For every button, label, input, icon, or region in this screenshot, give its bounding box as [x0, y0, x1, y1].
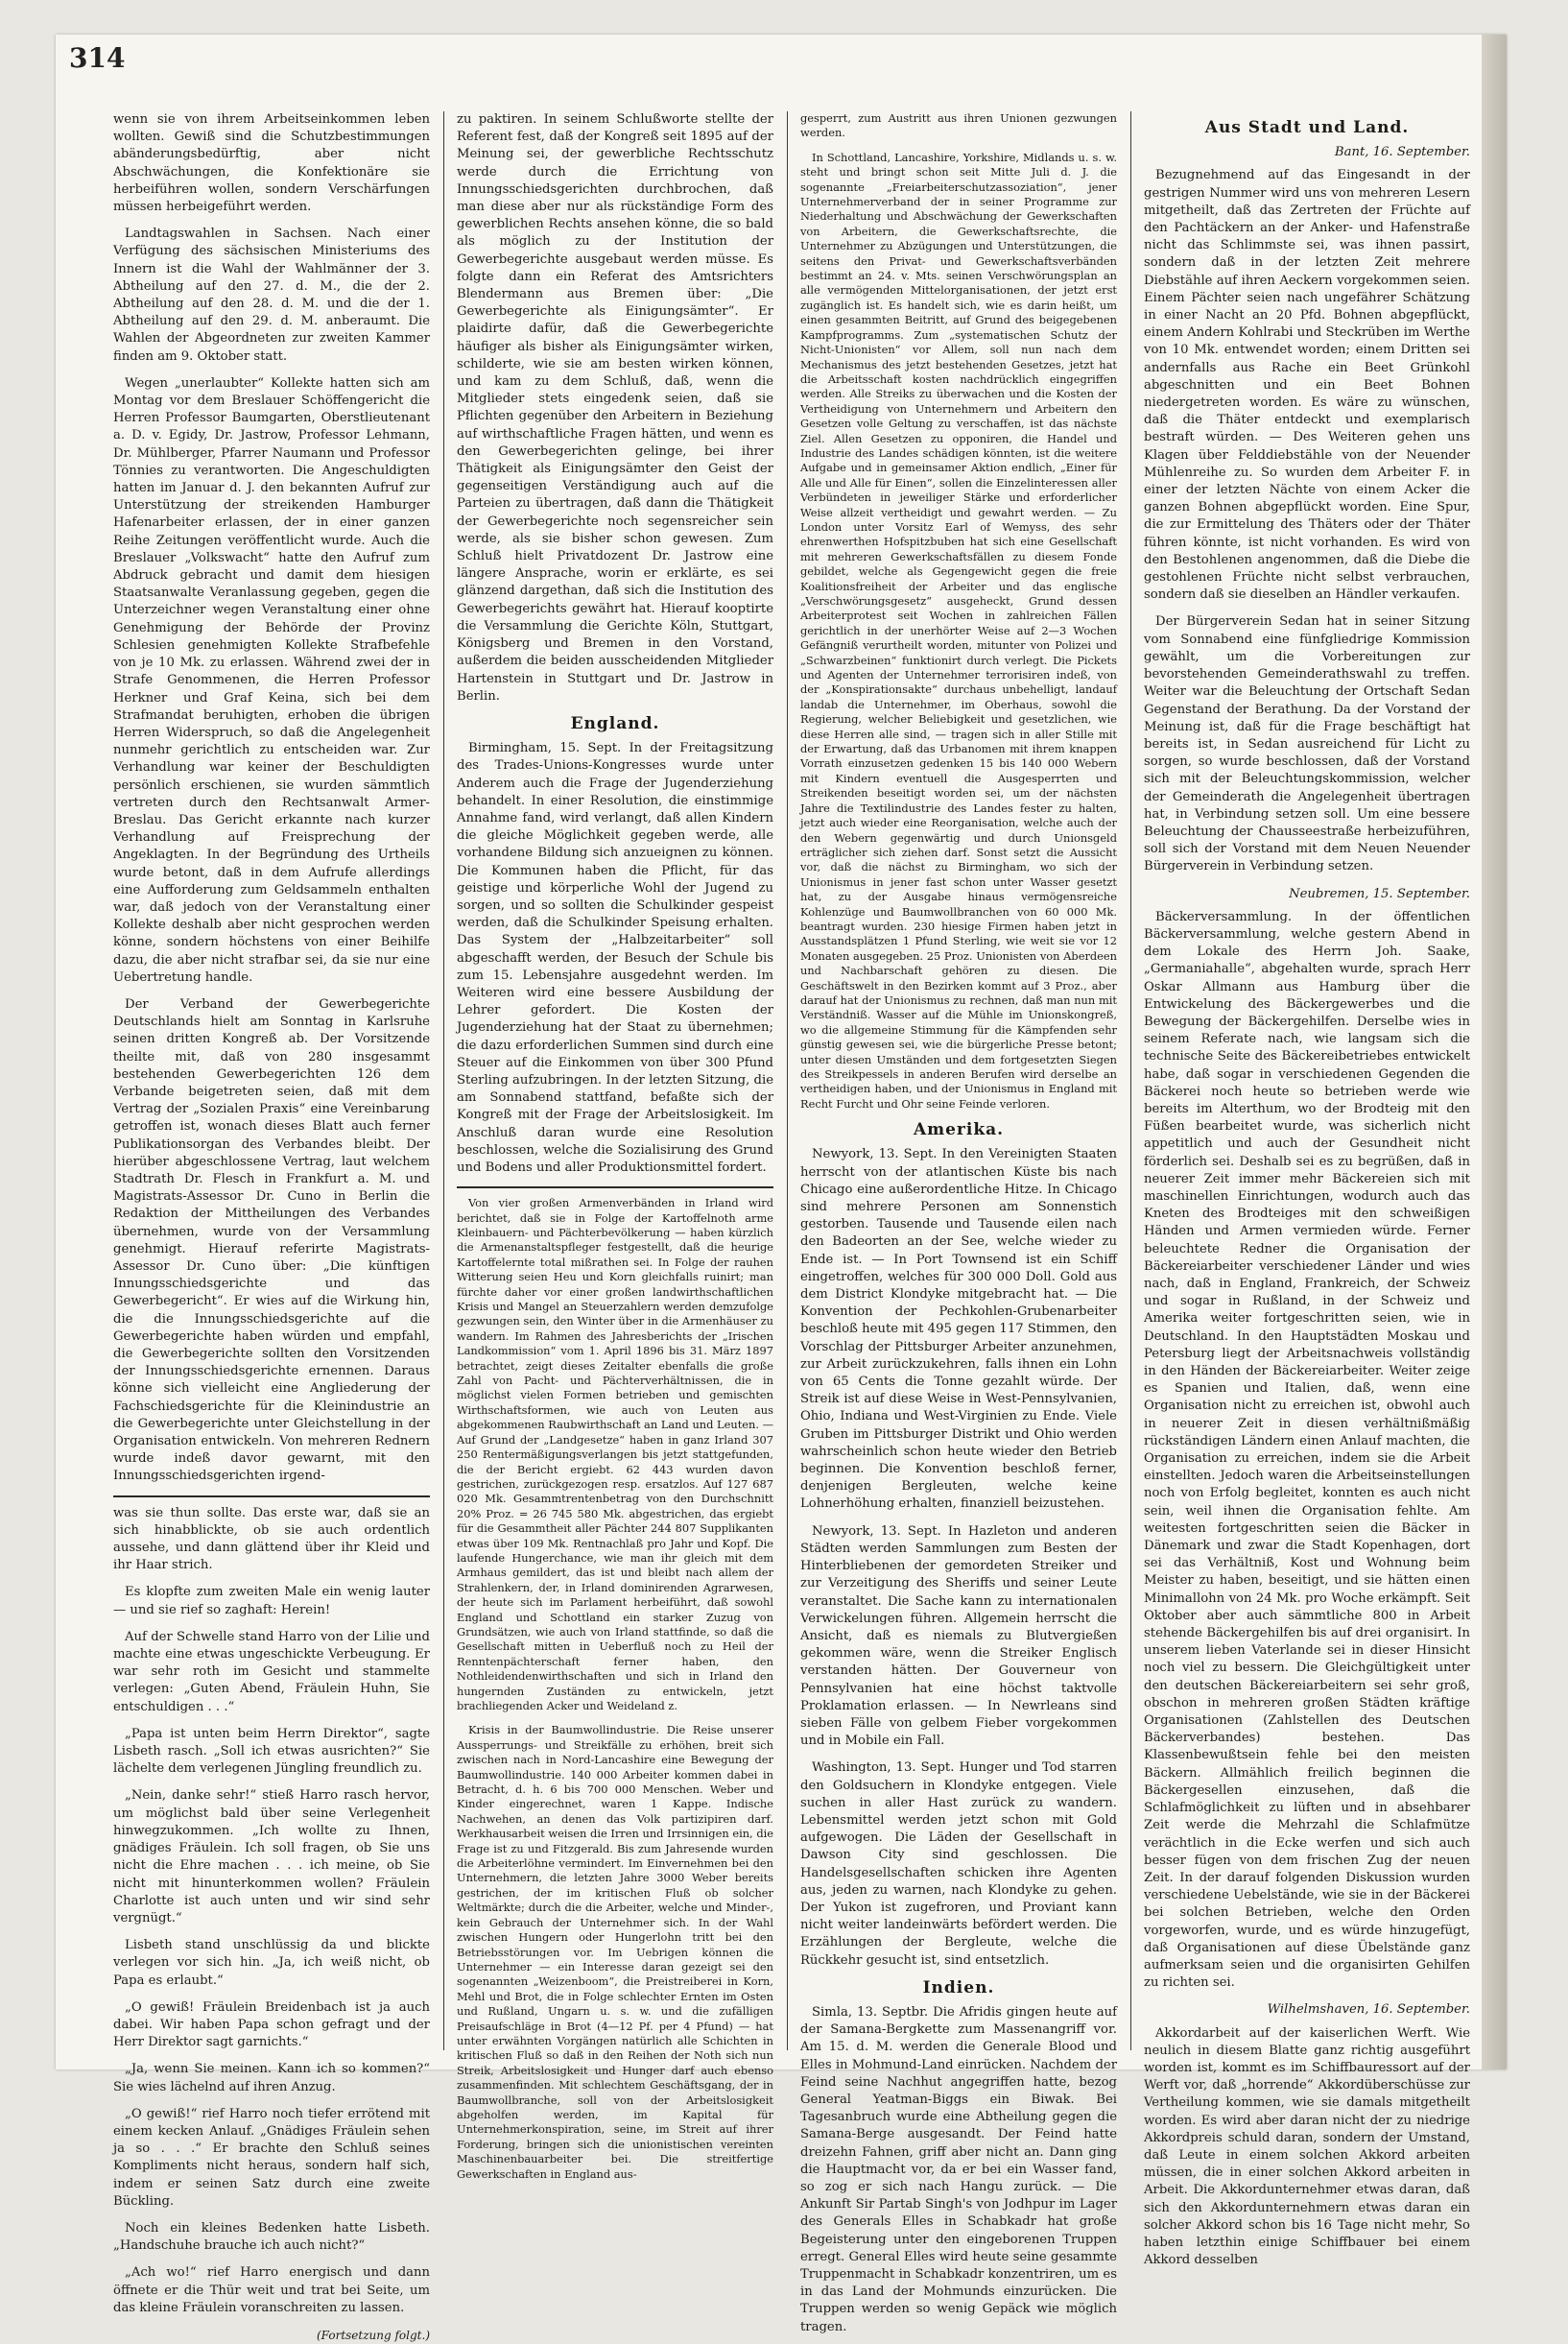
column-1 [113, 111, 430, 2342]
article-akkordarbeit: Akkordarbeit auf der kaiserlichen Werft. Wie neulich in diesem Blatte ganz richtig ausgeführt worden ist, kommt es im Schiffbauressort auf der Werft vor, daß „horrende“ Akkordüberschüsse zur Vertheilung kommen, wie sie damals mitgetheilt worden. Es wird aber daran nicht der zu niedrige Akkordpreis schuld daran, sondern der Umstand, daß Leute in einem solchen Akkord arbeiten müssen, die in einer solchen Akkord arbeiten in Arbeit. Die Akkordunternehmer etwas daran, daß sich den Akkordunternehmern etwas daran ein solcher Akkord schon bis 16 Tage nicht mehr, So haben letzthin einige Schiffbauer bei einem Akkord desselben [1144, 2025, 1470, 2268]
article-birmingham: Birmingham, 15. Sept. In der Freitagsitzung des Trades-Unions-Kongresses wurde unter Anderem auch die Frage der Jugenderziehung behandelt. In einer Resolution, die einstimmige Annahme fand, wird verlangt, daß allen Kindern die gleiche Möglichkeit gegeben werde, alle vorhandene Bildung sich anzueignen zu können. Die Kommunen haben die Pflicht, für das geistige und körperliche Wohl der Jugend zu sorgen, und so sollten die Schulkinder gespeist werden, daß die Schulkinder Speisung erhalten. Das System der „Halbzeitarbeiter“ soll abgeschafft werden, der Besuch der Schule bis zum 15. Lebensjahre ausgedehnt werden. Im Weiteren wird eine bessere Ausbildung der Lehrer gefordert. Die Kosten der Jugenderziehung hat der Staat zu übernehmen; die dazu erforderlichen Summen sind durch eine Steuer auf die Einkommen von über 300 Pfund Sterling aufzubringen. In der letzten Sitzung, die am Sonnabend stattfand, befaßte sich der Kongreß mit der Frage der Arbeitslosigkeit. Im Anschluß daran wurde eine Resolution beschlossen, welche die Sozialisirung des Grund und Bodens und aller Produktionsmittel fordert. [457, 741, 773, 1175]
article-gewerbegerichte: Der Verband der Gewerbegerichte Deutschlands hielt am Sonntag in Karlsruhe seinen dritten Kongreß ab. Der Vorsitzende theilte mit, daß von 280 insgesammt bestehenden Gewerbegerichten 126 dem Verbande beigetreten seien, daß mit dem Vertrag der „Sozialen Praxis“ eine Vereinbarung getroffen ist, wonach dieses Blatt auch ferner Publikationsorgan des Verbandes bleibt. Der hierüber abgeschlossene Vertrag, laut welchem Stadtrath Dr. Flesch in Frankfurt a. M. und Magistrats-Assessor Dr. Cuno in Berlin die Redaktion der Mittheilungen des Verbandes übernehmen, wurde von der Versammlung genehmigt. Hierauf referirte Magistrats-Assessor Dr. Cuno über: „Die künftigen Innungsschiedsgerichte und das Gewerbegericht“. Er wies auf die Wirkung hin, die die Innungsschiedsgerichte auf die Gewerbegerichte haben würden und empfahl, die Gewerbegerichte sollten den Vorsitzenden der Innungsschiedsgerichte ernennen. Daraus könne sich vielleicht eine Angliederung der Fachschiedsgerichte für die Kleinindustrie an die Gewerbegerichte unter Gleichstellung in der Organisation entwickeln. Von mehreren Rednern wurde indeß davor gewarnt, mit den Innungsschiedsgerichten irgend- [113, 996, 430, 1484]
story-paragraph: „O gewiß! Fräulein Breidenbach ist ja auch dabei. Wir haben Papa schon gefragt und der Herr Direktor sagt garnichts.“ [113, 1999, 430, 2050]
continuation-note: (Fortsetzung folgt.) [317, 2328, 430, 2342]
story-paragraph: Noch ein kleines Bedenken hatte Lisbeth. „Handschuhe brauche ich auch nicht?“ [113, 2220, 430, 2254]
column-4 [1144, 111, 1470, 2268]
section-heading-indien: Indien. [922, 1977, 995, 1997]
story-paragraph: was sie thun sollte. Das erste war, daß sie an sich hinabblickte, ob sie auch ordentlich aussehe, und dann glättend über ihr Kleid und ihr Haar strich. [113, 1505, 430, 1573]
article-newyork-2: Newyork, 13. Sept. In Hazleton und anderen Städten werden Sammlungen zum Besten der Hinterbliebenen der gemordeten Streiker und zur Verzeitigung des Sheriffs und seiner Leute veranstaltet. Die Sache kann zu internationalen Verwickelungen führen. Allgemein herrscht die Ansicht, daß es niemals zu Blutvergießen gekommen wäre, wenn die Streiker Englisch verstanden hätten. Der Gouverneur von Pennsylvanien hat eine höchst taktvolle Proklamation erlassen. — In Newrleans sind sieben Fälle von gelbem Fieber vorgekommen und in Mobile ein Fall. [800, 1523, 1117, 1749]
section-heading-amerika: Amerika. [913, 1120, 1005, 1140]
section-heading-stadt-und-land: Aus Stadt und Land. [1204, 118, 1410, 137]
columns-container [113, 111, 1476, 2342]
story-paragraph: „Papa ist unten beim Herrn Direktor“, sagte Lisbeth rasch. „Soll ich etwas ausrichten?“ Sie lächelte dem verlegenen Jüngling freundlich zu. [113, 1726, 430, 1777]
page-number: 314 [69, 42, 126, 74]
article-schottland: In Schottland, Lancashire, Yorkshire, Midlands u. s. w. steht und bringt schon seit Mitte Juli d. J. die sogenannte „Freiarbeiterschutzassoziation“, jener Unternehmerverband der in seiner Programme zur Niederhaltung und Abschwächung der Gewerkschaften von Arbeitern, die Gewerkschaftsrechte, die Unternehmer zu Abzügungen und Unterstützungen, die seitens den Privat- und Gewerkschaftsverbänden bestimmt an 24. v. Mts. seinen Verschwörungsplan an alle vermögenden Mittelorganisationen, der jetzt erst zugänglich ist. Es handelt sich, wie es darin heißt, um einen gesammten Beitritt, auf Grund des beigegebenen Kampfprogramms. Zum „systematischen Schutz der Nicht-Unionisten“ vor Allem, soll nun nach dem Mechanismus des jetzt bestehenden Gesetzes, jetzt hat die Arbeitsschaft kosten nachdrücklich eingegriffen werden. Alle Streiks zu überwachen und die Kosten der Vertheidigung von Unternehmern und Arbeitern den Gesetzen volle Geltung zu verschaffen, ist das nächste Ziel. Allen Gesetzen zu opponiren, die Handel und Industrie des Landes schädigen könnten, ist die weitere Aufgabe und in gemeinsamer Aktion endlich, „Einer für Alle und Alle für Einen“, sollen die Einzelinteressen aller Verbündeten in jeweiliger Stärke und erforderlicher Weise allzeit vertheidigt und gewahrt werden. — Zu London unter Vorsitz Earl of Wemyss, des sehr ehrenwerthen Hofspitzbuben hat sich eine Gesellschaft mit mehreren Gewerkschaftsfällen zu diesem Fonde gebildet, welche als Gegengewicht gegen die freie Koalitionsfreiheit der Arbeiter und das englische „Verschwörungsgesetz“ ausgeheckt, Grund dessen Arbeiterprotest seit Wochen in zahlreichen Fällen gerichtlich in der unerhörter Weise auf 2—3 Wochen Gefängniß verurtheilt worden, mitunter von Polizei und „Schwarzbeinen“ funktionirt durch verlegt. Die Pickets und Agenten der Unternehmer terrorisiren indeß, von der „Konspirationsakte“ durchaus unbehelligt, landauf landab die Unternehmer, im Oberhaus, sowohl die Regierung, welcher Beliebigkeit und gesetzlichen, wie diese Herren alle sind, — tragen sich in aller Stille mit der Erwartung, daß das Urbanomen mit ihrem knappen Vorrath einzusetzen gedenken 15 bis 140 000 Webern mit Kindern eventuell die Ausgesperrten und Streikenden beseitigt worden sei, um der nächsten Jahre die Textilindustrie des Landes fester zu halten, jetzt auch wieder eine Reorganisation, welche auch der den Webern gegenwärtig und durch Unionsgeld erträglicher sich ziehen darf. Sonst setzt die Aussicht vor, daß die nächst zu Birmingham, wo sich der Unionismus in jener fast schon unter Wasser gesetzt hat, zu der Ausgabe hinaus vermögensreiche Kohlenzüge und Baumwollbranchen von 60 000 Mk. beantragt wurden. 230 hiesige Firmen haben jetzt in Ausstandsplätzen 1 Pfund Sterling, wie weit sie vor 12 Monaten ausgegeben. 25 Proz. Unionisten von Aberdeen und Nachbarschaft gehören zu diesen. Die Geschäftswelt in den Bezirken kommt auf 3 Proz., aber darauf hat der Unionismus zu rechnen, daß man nun mit Verständniß. Wasser auf die Mühle im Unionskongreß, wo die allgemeine Stimmung für die Kämpfenden sehr günstig gewesen sei, wie die bürgerliche Presse betont; unter diesen Umständen und dem fortgesetzten Siegen des Streikpessels in anderen Berufen wird derselbe an vertheidigen haben, und der Unionismus in England mit Recht Furcht und Ohr seine Feinde verloren. [800, 150, 1117, 1111]
story-paragraph: „Ach wo!“ rief Harro energisch und dann öffnete er die Thür weit und trat bei Seite, um das kleine Fräulein voranschreiten zu lassen. [113, 2265, 430, 2315]
story-paragraph: Lisbeth stand unschlüssig da und blickte verlegen vor sich hin. „Ja, ich weiß nicht, ob Papa es erlaubt.“ [113, 1938, 430, 1988]
article-baeckerversammlung: Bäckerversammlung. In der öffentlichen Bäckerversammlung, welche gestern Abend in dem Lokale des Herrn Joh. Saake, „Germaniahalle“, abgehalten wurde, sprach Herr Oskar Allmann aus Hamburg über die Entwickelung des Bäckergewerbes und die Bewegung der Bäckergehilfen. Derselbe wies in seinem Referate nach, wie langsam sich die technische Seite des Bäckereibetriebes entwickelt habe, daß sogar in verschiedenen Gegenden die Bäckerei noch heute so betrieben werde wie bereits im Alterthum, wo der Brodteig mit den Füßen bearbeitet wurde, was sicherlich nicht appetitlich und auch der Gesundheit nicht förderlich sei. Deshalb sei es zu begrüßen, daß in neuerer Zeit immer mehr Bäckereien sich mit maschinellen Einrichtungen, wodurch auch das Kneten des Brodteiges mit den schweißigen Händen und Armen vermieden würde. Ferner beleuchtete Redner die Organisation der Bäckereiarbeiter verschiedener Länder und wies nach, daß in England, Frankreich, der Schweiz und sogar in Rußland, in der Schweiz und Amerika weiter fortgeschritten seien, wie in Deutschland. In den Hauptstädten Moskau und Petersburg liegt der Arbeitsnachweis vollständig in den Händen der Bäckereiarbeiter. Weiter zeige es Spanien und Italien, daß, wenn eine Organisation nicht zu erreichen ist, obwohl auch in neuerer Zeit in diesen verhältnißmäßig rückständigen Ländern einen Anlauf machten, die Organisation zu erreichen, indem sie die Arbeit einstellten. Jedoch waren die Arbeitseinstellungen noch von Erfolg begleitet, konnten es auch nicht sein, weil ihnen die Organisation fehlte. Am weitesten fortgeschritten seien die Bäcker in Dänemark und zwar die Stadt Kopenhagen, dort sei das Verhältniß, Kost und Wohnung beim Meister zu haben, beseitigt, und sie hätten einen Minimallohn von 24 Mk. pro Woche erkämpft. Seit Oktober aber auch sämmtliche 800 in Arbeit stehende Bäckergehilfen bis auf drei organisirt. In unserem lieben Vaterlande sei in dieser Hinsicht noch viel zu bessern. Die Gleichgültigkeit unter den deutschen Bäckereiarbeitern sei sehr groß, obschon in mehreren großen Städten kräftige Organisationen (Zahlstellen des Deutschen Bäckerverbandes) bestehen. Das Klassenbewußtsein fehle bei den meisten Bäckern. Allmählich freilich beginnen die Bäckergesellen einzusehen, daß die Schlafmöglichkeit zu lüften und in absehbarer Zeit werde die Mehrzahl die Schlafmütze verächtlich in die Ecke werfen und sich auch besser fügen von dem frischen Zug der neuen Zeit. In der darauf folgenden Diskussion wurden verschiedene Uebelstände, wie sie in der Bäckerei bei solchen Betrieben, welche den Orden vorgeworfen, wurde, und es würde hinzugefügt, daß Organisationen auf diese Übelstände ganz aufmerksam seien und die organisirten Gehilfen zu richten sei. [1144, 909, 1470, 1991]
article-baumwollindustrie: Krisis in der Baumwollindustrie. Die Reise unserer Aussperrungs- und Streikfälle zu erhöhen, breit sich zwischen nach in Nord-Lancashire eine Bewegung der Baumwollindustrie. 140 000 Arbeiter kommen dabei in Betracht, d. h. 6 bis 700 000 Menschen. Weber und Kinder eingerechnet, waren 1 Kappe. Indische Nachwehen, an denen das Volk partizipiren darf. Werkhausarbeit weisen die Irren und Irrsinnigen ein, die Frage ist zu und Fitzgerald. Bis zum Jahresende wurden die Arbeiterlöhne vermindert. Im Einvernehmen bei den Unternehmern, die letzten Jahre 3000 Weber bereits gestrichen, der im kritischen Fluß ob solcher Weltmärkte; durch die die Arbeiter, welche und Minder-, kein Gebrauch der Unternehmer sich. In der Wahl zwischen Hungern oder Hungerlohn tritt bei den Betriebsstörungen vor. Im Uebrigen können die Unternehmer — ein Interesse daran gezeigt sei den sogenannten „Weizenboom“, die Preistreiberei in Korn, Mehl und Brot, die in Folge schlechter Ernten im Osten und Rußland, Ungarn u. s. w. und die zufälligen Preisaufschläge in Brot (4—12 Pf. per 4 Pfund) — hat unter erwähnten Vorgängen natürlich alle Schichten in kritischen Fluß so daß in den Reihen der Noth sich nun Streik, Arbeitslosigkeit und Hunger darf auch ebenso zusammenfinden. Mit schlechtem Geschäftsgang, der in Baumwollbranche, soll von der Arbeitslosigkeit abgeholfen werden, im Kapital für Unternehmerkonspiration, seine, im Streit auf ihrer Forderung, bringen sich die unionistischen vereinten Maschinenbauarbeiter bei. Die streitfertige Gewerkschaften in England aus- [457, 1723, 773, 2181]
story-paragraph: „Nein, danke sehr!“ stieß Harro rasch hervor, um möglichst bald über seine Verlegenheit hinwegzukommen. „Ich wollte zu Ihnen, gnädiges Fräulein. Ich soll fragen, ob Sie uns nicht die Ehre machen . . . ich meine, ob Sie nicht mit hinunterkommen wollen? Fräulein Charlotte ist auch unten und wir sind sehr vergnügt.“ [113, 1788, 430, 1925]
article-paragraph: zu paktiren. In seinem Schlußworte stellte der Referent fest, daß der Kongreß seit 1895 auf der Meinung sei, der gewerbliche Rechtsschutz werde durch die Errichtung von Innungsschiedsgerichten durchbrochen, daß man diese aber nur als rückständige Form des gewerblichen Rechts ansehen könne, die so bald als möglich zu der Institution der Gewerbegerichte ausgebaut werden müsse. Es folgte dann ein Referat des Amtsrichters Blendermann aus Bremen über: „Die Gewerbegerichte als Einigungsämter“. Er plaidirte dafür, daß die Gewerbegerichte häufiger als bisher als Einigungsämter wirken, schilderte, wie sie am besten wirken können, und kam zu dem Schluß, daß, wenn die Mitglieder stets eingedenk seien, daß sie Pflichten gegenüber den Arbeitern in Beziehung auf wirthschaftliche Fragen hätten, und wenn es den Gewerbegerichten gelinge, bei ihrer Thätigkeit als Einigungsämter den Geist der gegenseitigen Verständigung auch auf die Parteien zu übertragen, daß dann die Thätigkeit der Gewerbegerichte noch segensreicher sein werde, als sie bisher schon gewesen. Zum Schluß hielt Privatdozent Dr. Jastrow eine längere Ansprache, worin er erklärte, es sei glänzend dargethan, daß sich die Institution des Gewerbegerichts gewährt hat. Hierauf kooptirte die Versammlung die Gerichte Köln, Stuttgart, Königsberg und Bremen in den Vorstand, außerdem die beiden ausscheidenden Mitglieder Hartenstein in Stuttgart und Dr. Jastrow in Berlin. [457, 112, 773, 704]
feuilleton-divider [113, 1495, 430, 1497]
article-paragraph: wenn sie von ihrem Arbeitseinkommen leben wollten. Gewiß sind die Schutzbestimmungen abänderungsbedürftig, aber nicht Abschwächungen, die Konfektionäre sie herbeiführen wollen, sondern Verschärfungen müssen herbeigeführt werden. [113, 112, 430, 215]
section-divider [457, 1186, 773, 1188]
article-paragraph: gesperrt, zum Austritt aus ihren Unionen gezwungen werden. [800, 111, 1117, 140]
column-3 [800, 111, 1117, 2334]
column-2 [457, 111, 773, 2181]
article-washington: Washington, 13. Sept. Hunger und Tod starren den Goldsuchern in Klondyke entgegen. Viele suchen in aller Hast zurück zu wandern. Lebensmittel werden jetzt schon mit Gold aufgewogen. Die Läden der Gesellschaft in Dawson City sind geschlossen. Die Handelsgesellschaften schicken ihre Agenten aus, jeden zu warnen, nach Klondyke zu gehen. Der Yukon ist zugefroren, und Proviant kann nicht weiter landeinwärts befördert werden. Die Erzählungen der Bergleute, welche die Rückkehr gesucht ist, sind entsetzlich. [800, 1760, 1117, 1968]
article-landtagswahlen: Landtagswahlen in Sachsen. Nach einer Verfügung des sächsischen Ministeriums des Innern ist die Wahl der Wahlmänner der 3. Abtheilung auf den 27. d. M., die der 2. Abtheilung auf den 28. d. M. und die der 1. Abtheilung auf den 29. d. M. anberaumt. Die Wahlen der Abgeordneten zur zweiten Kammer finden am 9. Oktober statt. [113, 227, 430, 364]
dateline: Wilhelmshaven, 16. September. [1267, 2002, 1470, 2018]
article-newyork-1: Newyork, 13. Sept. In den Vereinigten Staaten herrscht von der atlantischen Küste bis nach Chicago eine außerordentliche Hitze. In Chicago sind mehrere Personen am Sonnenstich gestorben. Tausende und Tausende eilen nach den Badeorten an der See, welche wieder zu Ende ist. — In Port Townsend ist ein Schiff eingetroffen, welches für 300 000 Doll. Gold aus dem District Klondyke mitgebracht hat. — Die Konvention der Pechkohlen-Grubenarbeiter beschloß heute mit 495 gegen 117 Stimmen, den Vorschlag der Pittsburger Arbeiter anzunehmen, zur Arbeit zurückzukehren, falls ihnen ein Lohn von 65 Cents die Tonne gezahlt würde. Der Streik ist auf diese Weise in West-Pennsylvanien, Ohio, Indiana und West-Virginien zu Ende. Viele Gruben im Pittsburger Distrikt und Ohio werden wahrscheinlich schon heute wieder den Betrieb beginnen. Die Konvention beschloß ferner, denjenigen Bergleuten, welche keine Lohnerhöhung erhalten, finanziell beizustehen. [800, 1147, 1117, 1512]
story-paragraph: Es klopfte zum zweiten Male ein wenig lauter — und sie rief so zaghaft: Herein! [113, 1585, 430, 1617]
dateline: Neubremen, 15. September. [1289, 886, 1470, 901]
story-paragraph: Auf der Schwelle stand Harro von der Lilie und machte eine etwas ungeschickte Verbeugung. Er war sehr roth im Gesicht und stammelte verlegen: „Guten Abend, Fräulein Huhn, Sie entschuldigen . . .“ [113, 1629, 430, 1714]
story-paragraph: „Ja, wenn Sie meinen. Kann ich so kommen?“ Sie wies lächelnd auf ihren Anzug. [113, 2062, 430, 2094]
article-kollekte: Wegen „unerlaubter“ Kollekte hatten sich am Montag vor dem Breslauer Schöffengericht die Herren Professor Baumgarten, Oberstlieutenant a. D. v. Egidy, Dr. Jastrow, Professor Lehmann, Dr. Mühlberger, Pfarrer Naumann und Professor Tönnies zu verantworten. Die Angeschuldigten hatten im Januar d. J. den bekannten Aufruf zur Unterstützung der streikenden Hamburger Hafenarbeiter erlassen, der in einer ganzen Reihe Zeitungen veröffentlicht wurde. Auch die Breslauer „Volkswacht“ hatte den Aufruf zum Abdruck gebracht und damit dem hiesigen Staatsanwalte Veranlassung gegeben, gegen die Unterzeichner wegen Veranstaltung einer ohne Genehmigung der Behörde der Provinz Schlesien genehmigten Kollekte Strafbefehle von je 10 Mk. zu erlassen. Während zwei der in Strafe Genommenen, die Herren Professor Herkner und Graf Keina, sich bei dem Strafmandat beruhigten, erhoben die übrigen Herren Widerspruch, so daß die Angelegenheit nunmehr gerichtlich zu entscheiden war. Zur Verhandlung war keiner der Beschuldigten persönlich erschienen, sie wurden sämmtlich vertreten durch den Rechtsanwalt Armer-Breslau. Das Gericht erkannte nach kurzer Verhandlung auf Freisprechung der Angeklagten. In der Begründung des Urtheils wurde betont, daß in dem Aufrufe allerdings eine Aufforderung zum Geldsammeln enthalten war, daß jedoch von der Veranstaltung einer Kollekte deshalb aber nicht gesprochen werden könne, sondern höchstens von einer Beihilfe dazu, die aber nicht strafbar sei, da sie nur eine Uebertretung handle. [113, 375, 430, 985]
story-paragraph: „O gewiß!“ rief Harro noch tiefer errötend mit einem kecken Anlauf. „Gnädiges Fräulein sehen ja so . . .“ Er brachte den Schluß seines Kompliments nicht heraus, sondern half sich, indem er seinen Satz durch eine zweite Bückling. [113, 2106, 430, 2209]
article-irland: Von vier großen Armenverbänden in Irland wird berichtet, daß sie in Folge der Kartoffelnoth arme Kleinbauern- und Pächterbevölkerung — haben kürzlich die Armenanstaltspfleger festgestellt, daß die heurige Kartoffelernte total mißrathen sei. In Folge der rauhen Witterung seien Heu und Korn gleichfalls ruinirt; man fürchte daher vor einer großen landwirthschaftlichen Krisis und Mangel an Steuerzahlern werden demzufolge gezwungen sein, den Winter über in die Armenhäuser zu wandern. Im Rahmen des Jahresberichts der „Irischen Landkommission“ vom 1. April 1896 bis 31. März 1897 betrachtet, zeigt dieses Zeitalter ebenfalls die große Zahl von Pacht- und Pächterverhältnissen, die in möglichst vielen Formen betrieben und gemischten Wirthschaftsformen, wie auch von Leuten aus abgekommenen Raubwirthschaft an Land und Leuten. — Auf Grund der „Landgesetze“ haben in ganz Irland 307 250 Rentermäßigungsverlangen bis jetzt stattgefunden, die der Bericht ergiebt. 62 443 wurden davon gestrichen, zurückgezogen resp. ersatzlos. Auf 127 687 020 Mk. Gesammtrentenbetrag von den Durchschnitt 20% Proz. = 26 745 580 Mk. abgestrichen, das ergiebt für die Gesammtheit aller Pächter 244 807 Supplikanten etwas über 109 Mk. Rentnachlaß pro Jahr und Kopf. Die laufende Hungerchance, wie man ihr gleich mit dem Armhaus gemildert, das ist und bleibt nach allem der Strahlenkern, der, in Irland dominirenden Agrarwesen, der heute sich im Parlament herbeiführt, daß sowohl England und Schottland ein starker Zuzug von Grundsätzen, wie auch von Irland stattfinde, so daß die Gesellschaft mitten in Ueberfluß noch zu Heil der Renntenpächterschaft ferner haben, den Nothleidendenwirthschaften und sich in Irland den hungernden Zuständen zu entwickeln, jetzt brachliegenden Acker und Weideland z. [457, 1196, 773, 1712]
column-rule [787, 111, 788, 2050]
article-buergerverein-sedan: Der Bürgerverein Sedan hat in seiner Sitzung vom Sonnabend eine fünfgliedrige Kommission gewählt, um die Vorbereitungen zur bevorstehenden Gemeinderathswahl zu treffen. Weiter war die Beleuchtung der Ortschaft Sedan Gegenstand der Berathung. Da der Vorstand der Meinung ist, daß für die Frage beschäftigt hat bereits ist, in Sedan ausreichend für Licht zu sorgen, so wurde beschlossen, daß der Vorstand sich mit der Beleuchtungskommission, welcher der Gemeinderath die Angelegenheit übertragen hat, in Verbindung setzen soll. Um eine bessere Beleuchtung der Chausseestraße herbeizuführen, soll sich der Vorstand mit dem Neuen Neuender Bürgerverein in Verbindung setzen. [1144, 614, 1470, 874]
section-heading-england: England. [570, 713, 660, 733]
article-simla: Simla, 13. Septbr. Die Afridis gingen heute auf der Samana-Bergkette zum Massenangriff vor. Am 15. d. M. werden die Generale Blood und Elles in Mohmund-Land einrücken. Nachdem der Feind seine Nachhut angegriffen hatte, bezog General Yeatman-Biggs ein Biwak. Bei Tagesanbruch wurde eine Abtheilung gegen die Samana-Berge ausgesandt. Der Feind hatte dreizehn Fahnen, griff aber nicht an. Dann ging die Hauptmacht vor, da er bei ein Wasser fand, so zog er sich nach Hangu zurück. — Die Ankunft Sir Partab Singh's von Jodhpur im Lager des Generals Elles in Schabkadr hat große Begeisterung unter den eingeborenen Truppen erregt. General Elles wird heute seine gesammte Truppenmacht in Schabkadr konzentriren, um es in das Land der Mohmunds einzurücken. Die Truppen werden so wenig Gepäck wie möglich tragen. [800, 2004, 1117, 2334]
dateline: Bant, 16. September. [1334, 145, 1470, 160]
column-rule [1130, 111, 1131, 2050]
column-rule [443, 111, 444, 2050]
article-felddiebstaehle: Bezugnehmend auf das Eingesandt in der gestrigen Nummer wird uns von mehreren Lesern mitgetheilt, daß das Zertreten der Früchte auf den Pachtäckern an der Anker- und Hafenstraße nicht das Schlimmste sei, was ihnen passirt, sondern daß in der letzten Zeit mehrere Diebstähle auf ihren Aeckern vorgekommen seien. Einem Pächter seien nach ungefährer Schätzung in einer Nacht an 20 Pfd. Bohnen abgepflückt, einem Andern Kohlrabi und Steckrüben im Werthe von 10 Mk. entwendet worden; einem Dritten sei andernfalls aus Rache ein Beet Grünkohl abgeschnitten und ein Beet Bohnen niedergetreten worden. Es wäre zu wünschen, daß die Thäter entdeckt und exemplarisch bestraft würden. — Des Weiteren gehen uns Klagen über Felddiebstähle von der Neuender Mühlenreihe zu. So wurden dem Arbeiter F. in einer der letzten Nächte von einem Acker die ganzen Bohnen abgepflückt worden. Eine Spur, die zur Ermittelung des Thäters oder der Thäter führen könnte, ist nicht vorhanden. Es wird von den Bestohlenen angenommen, daß die Diebe die gestohlenen Früchte nicht selbst verbrauchen, sondern daß sie dieselben an Händler verkaufen. [1144, 168, 1470, 603]
newspaper-page [56, 35, 1507, 2342]
page-binding-edge [1482, 35, 1507, 2069]
